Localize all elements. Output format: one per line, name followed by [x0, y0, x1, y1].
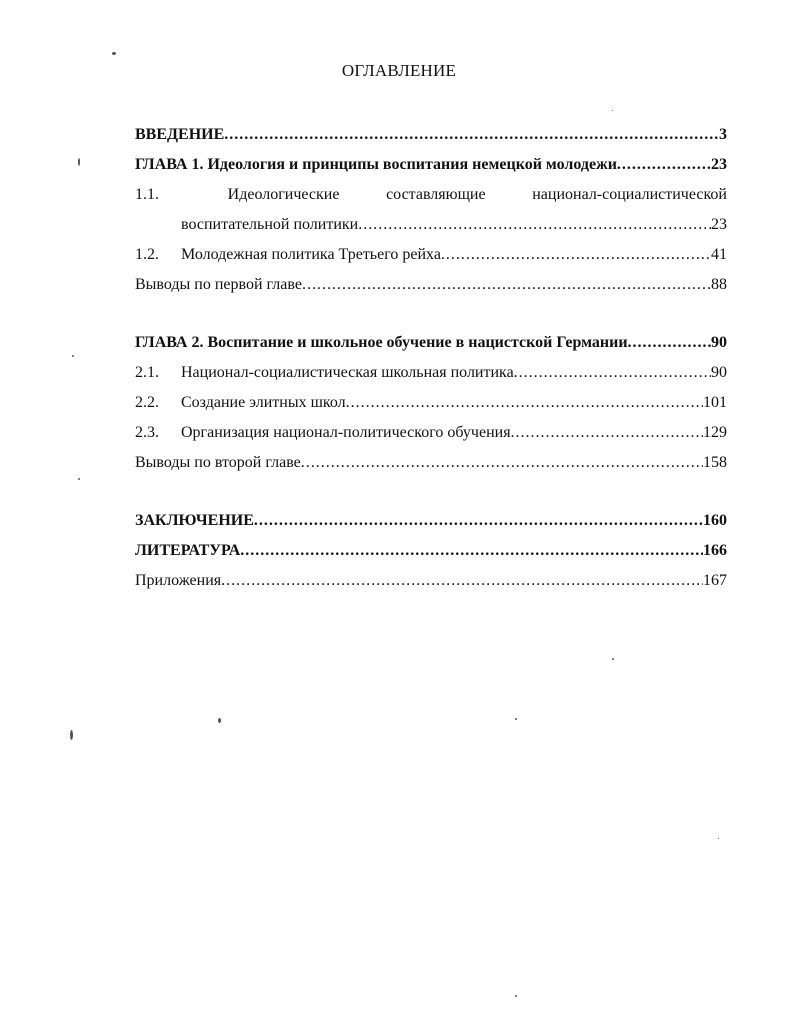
toc-entry-page: 41: [711, 246, 727, 263]
toc-entry-number: 2.3.: [135, 424, 159, 441]
toc-entry-conclusions-2: [135, 448, 727, 478]
toc-spacer: [135, 478, 727, 506]
toc-entry-word: национал-социалистической: [532, 186, 727, 203]
toc-leader-dots: [240, 536, 703, 566]
scan-speck: [612, 110, 613, 111]
toc-entry-page: 167: [703, 572, 727, 589]
toc-entry-2-2: [135, 388, 727, 418]
toc-entry-chapter-1: [135, 150, 727, 180]
toc-entry-label: ГЛАВА 1. Идеология и принципы воспитания немецкой молодежи: [135, 156, 617, 173]
toc-entry-label: Выводы по первой главе: [135, 276, 302, 293]
toc-entry-page: 129: [703, 424, 727, 441]
scan-speck: [218, 718, 221, 723]
toc-entry-label: Молодежная политика Третьего рейха: [181, 246, 441, 263]
toc-entry-page: 166: [703, 542, 727, 559]
toc-entry-1-1-continuation: [135, 210, 727, 240]
toc-entry-chapter-2: [135, 328, 727, 358]
toc-entry-word: составляющие: [386, 186, 486, 203]
toc-entry-introduction: [135, 120, 727, 150]
toc-leader-dots: [617, 150, 711, 180]
toc-entry-page: 158: [703, 454, 727, 471]
toc-entry-page: 3: [719, 126, 727, 143]
scan-speck: [72, 355, 74, 357]
scan-speck: [612, 658, 614, 660]
toc-entry-label: ЗАКЛЮЧЕНИЕ: [135, 512, 254, 529]
toc-entry-label: воспитательной политики: [181, 216, 359, 233]
toc-entry-2-1: [135, 358, 727, 388]
toc-entry-page: 23: [711, 156, 727, 173]
scan-speck: [70, 730, 73, 740]
scan-speck: [78, 158, 80, 166]
toc-entry-label: Выводы по второй главе: [135, 454, 301, 471]
scan-speck: [515, 718, 517, 720]
toc-entry-page: 160: [703, 512, 727, 529]
toc-entry-number: 1.1.: [135, 186, 159, 203]
toc-entry-literature: [135, 536, 727, 566]
toc-entry-1-2: [135, 240, 727, 270]
toc-leader-dots: [511, 418, 703, 448]
toc-entry-number: 1.2.: [135, 246, 159, 263]
toc-entry-label: Создание элитных школ: [181, 394, 346, 411]
page-title: ОГЛАВЛЕНИЕ: [341, 61, 457, 80]
toc-entry-page: 90: [711, 364, 727, 381]
toc-entry-page: 101: [703, 394, 727, 411]
toc-leader-dots: [346, 388, 703, 418]
toc-leader-dots: [224, 120, 719, 150]
table-of-contents: [135, 120, 727, 596]
toc-entry-appendices: [135, 566, 727, 596]
toc-entry-page: 88: [711, 276, 727, 293]
toc-entry-label: Национал-социалистическая школьная политика: [181, 364, 514, 381]
toc-entry-conclusions-1: [135, 270, 727, 300]
toc-leader-dots: [441, 240, 711, 270]
scan-speck: [112, 52, 116, 55]
toc-leader-dots: [254, 506, 703, 536]
toc-leader-dots: [301, 448, 703, 478]
toc-spacer: [135, 300, 727, 328]
toc-entry-label: Приложения: [135, 572, 222, 589]
toc-entry-label: ГЛАВА 2. Воспитание и школьное обучение в нацистской Германии: [135, 334, 628, 351]
scan-speck: [515, 995, 517, 997]
toc-entry-2-3: [135, 418, 727, 448]
scan-speck: [718, 838, 719, 839]
toc-entry-label: ЛИТЕРАТУРА: [135, 542, 241, 559]
toc-leader-dots: [302, 270, 711, 300]
toc-entry-word: Идеологические: [227, 186, 340, 203]
toc-entry-conclusion: [135, 506, 727, 536]
toc-entry-number: 2.2.: [135, 394, 159, 411]
toc-leader-dots: [628, 328, 711, 358]
toc-entry-page: 90: [711, 334, 727, 351]
toc-entry-1-1: [135, 180, 727, 210]
toc-leader-dots: [358, 210, 711, 240]
toc-entry-label: ВВЕДЕНИЕ: [135, 126, 225, 143]
toc-leader-dots: [221, 566, 703, 596]
toc-entry-page: 23: [711, 216, 727, 233]
scan-speck: [78, 478, 80, 480]
toc-entry-number: 2.1.: [135, 364, 159, 381]
toc-leader-dots: [514, 358, 711, 388]
toc-entry-label: Организация национал-политического обучения: [181, 424, 511, 441]
